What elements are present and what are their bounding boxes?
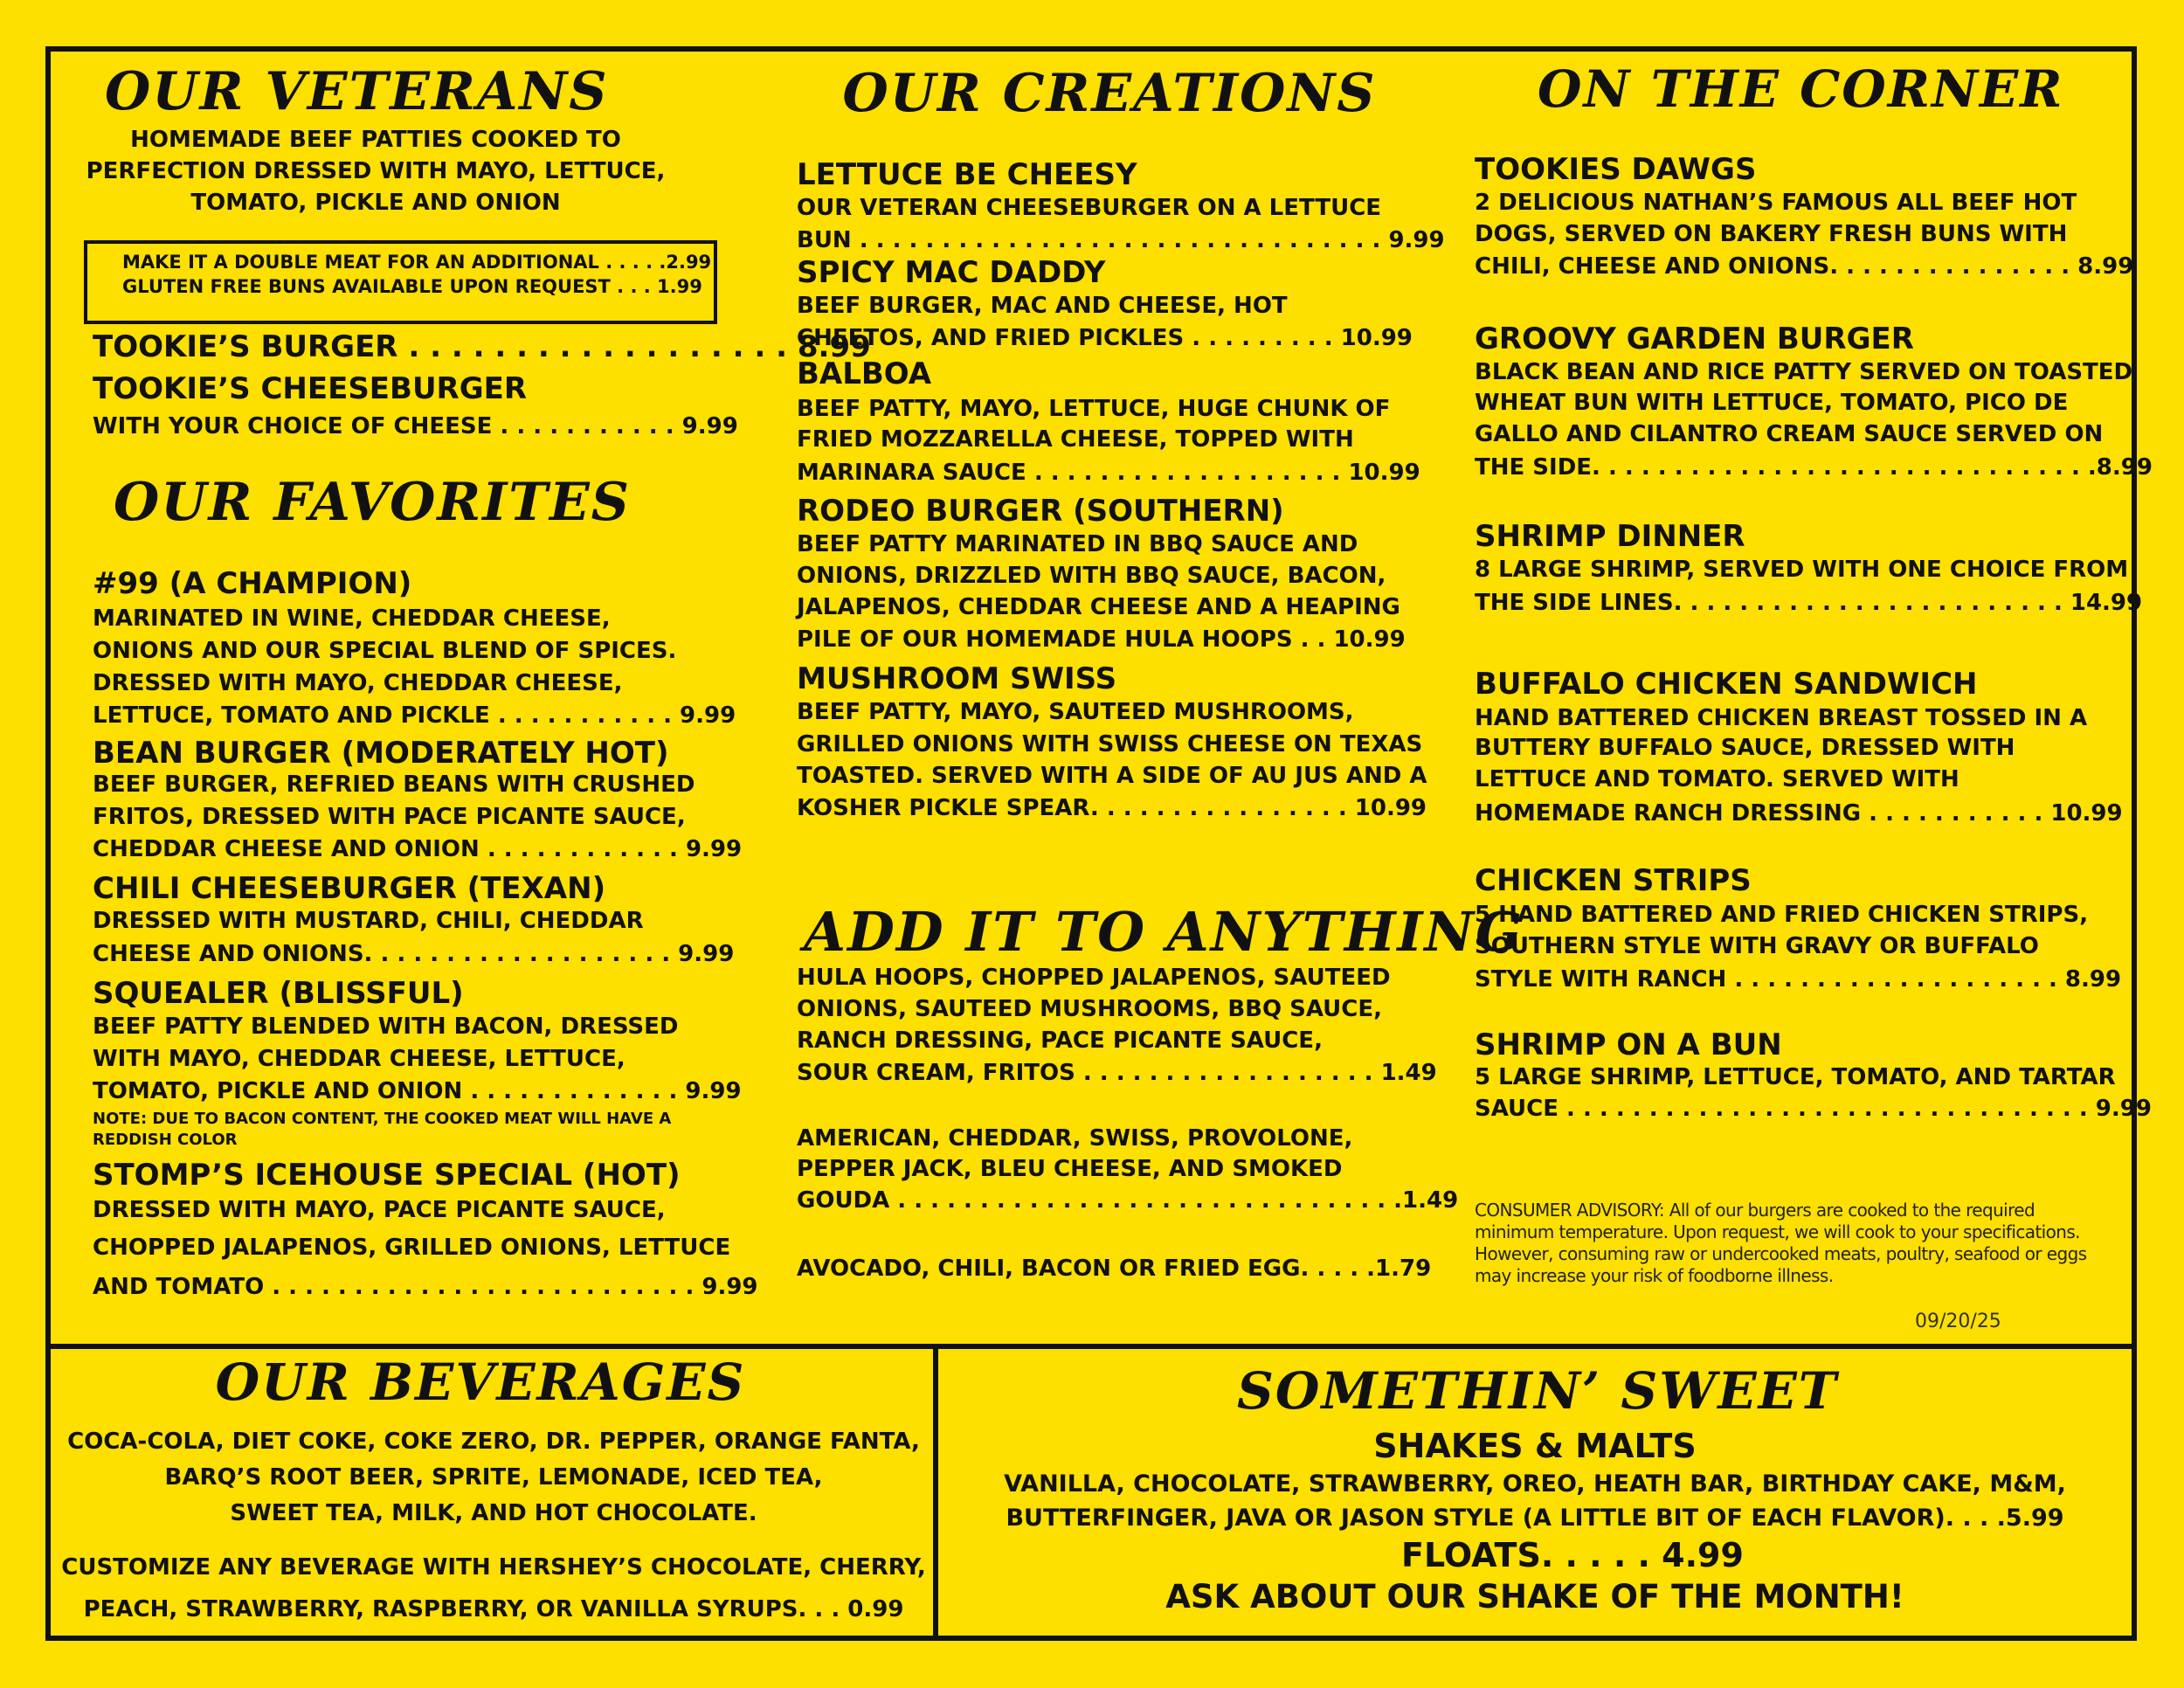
creations-title: OUR CREATIONS [842, 63, 1377, 124]
addons-group1-4: SOUR CREAM, FRITOS . . . . . . . . . . . . . . . . . . 1.49 [797, 1060, 1437, 1086]
spicy-mac-daddy-name: SPICY MAC DADDY [797, 255, 1106, 290]
tookies-cheeseburger-line: WITH YOUR CHOICE OF CHEESE . . . . . . . . . . . 9.99 [93, 413, 738, 439]
groovy-garden-name: GROOVY GARDEN BURGER [1475, 322, 1914, 356]
shrimp-on-bun-name: SHRIMP ON A BUN [1475, 1027, 1782, 1062]
spicy-desc-1: BEEF BURGER, MAC AND CHEESE, HOT [797, 293, 1288, 319]
squealer-note-2: REDDISH COLOR [93, 1131, 238, 1149]
champion-desc-2: ONIONS AND OUR SPECIAL BLEND OF SPICES. [93, 638, 677, 664]
addons-group1-3: RANCH DRESSING, PACE PICANTE SAUCE, [797, 1027, 1323, 1054]
veterans-desc-3: TOMATO, PICKLE AND ONION [190, 190, 561, 216]
squealer-desc-2: WITH MAYO, CHEDDAR CHEESE, LETTUCE, [93, 1046, 625, 1072]
spicy-desc-2: CHEETOS, AND FRIED PICKLES . . . . . . . . . 10.99 [797, 325, 1413, 351]
sweet-title: SOMETHIN’ SWEET [1237, 1361, 1838, 1421]
bun-desc-2: SAUCE . . . . . . . . . . . . . . . . . . . . . . . . . . . . . . . . 9.99 [1475, 1096, 2152, 1122]
stomp-name: STOMP’S ICEHOUSE SPECIAL (HOT) [93, 1158, 681, 1193]
mushroom-swiss-name: MUSHROOM SWISS [797, 661, 1117, 696]
rodeo-desc-1: BEEF PATTY MARINATED IN BBQ SAUCE AND [797, 531, 1358, 557]
tookies-dawgs-name: TOOKIES DAWGS [1475, 152, 1757, 187]
chicken-strips-name: CHICKEN STRIPS [1475, 863, 1752, 898]
double-meat-note: MAKE IT A DOUBLE MEAT FOR AN ADDITIONAL . . . . .2.99 [122, 252, 712, 273]
menu-date: 09/20/25 [1915, 1311, 2001, 1332]
bean-desc-1: BEEF BURGER, REFRIED BEANS WITH CRUSHED [93, 771, 695, 798]
shrimp-desc-2: THE SIDE LINES. . . . . . . . . . . . . . . . . . . . . . . . 14.99 [1475, 590, 2143, 616]
mush-desc-3: TOASTED. SERVED WITH A SIDE OF AU JUS AND A [797, 763, 1427, 789]
strips-desc-1: 5 HAND BATTERED AND FRIED CHICKEN STRIPS, [1475, 902, 2089, 928]
balboa-desc-2: FRIED MOZZARELLA CHEESE, TOPPED WITH [797, 426, 1354, 453]
stomp-desc-3: AND TOMATO . . . . . . . . . . . . . . . . . . . . . . . . . . 9.99 [93, 1274, 758, 1300]
mush-desc-4: KOSHER PICKLE SPEAR. . . . . . . . . . . . . . . . 10.99 [797, 795, 1427, 821]
shakes-desc-1: VANILLA, CHOCOLATE, STRAWBERRY, OREO, HEATH BAR, BIRTHDAY CAKE, M&M, [1004, 1470, 2066, 1498]
bean-desc-2: FRITOS, DRESSED WITH PACE PICANTE SAUCE, [93, 804, 686, 830]
balboa-name: BALBOA [797, 356, 932, 391]
beverages-custom-1: CUSTOMIZE ANY BEVERAGE WITH HERSHEY’S CHOCOLATE, CHERRY, [61, 1554, 926, 1581]
addons-group2-3: GOUDA . . . . . . . . . . . . . . . . . . . . . . . . . . . . . . .1.49 [797, 1187, 1459, 1214]
floats-line: FLOATS. . . . . 4.99 [1401, 1536, 1744, 1574]
lettuce-desc-2: BUN . . . . . . . . . . . . . . . . . . . . . . . . . . . . . . . . 9.99 [797, 227, 1445, 253]
bun-desc-1: 5 LARGE SHRIMP, LETTUCE, TOMATO, AND TARTAR [1475, 1064, 2116, 1090]
tookies-burger: TOOKIE’S BURGER . . . . . . . . . . . . . . . . . . 8.99 [93, 329, 871, 364]
beverages-list-3: SWEET TEA, MILK, AND HOT CHOCOLATE. [230, 1500, 757, 1526]
rodeo-desc-4: PILE OF OUR HOMEMADE HULA HOOPS . . 10.99 [797, 626, 1406, 653]
strips-desc-2: SOUTHERN STYLE WITH GRAVY OR BUFFALO [1475, 933, 2039, 959]
buffalo-chicken-name: BUFFALO CHICKEN SANDWICH [1475, 667, 1978, 702]
addons-group2-2: PEPPER JACK, BLEU CHEESE, AND SMOKED [797, 1156, 1343, 1182]
beverages-custom-2: PEACH, STRAWBERRY, RASPBERRY, OR VANILLA SYRUPS. . . 0.99 [83, 1596, 904, 1622]
bean-burger-name: BEAN BURGER (MODERATELY HOT) [93, 736, 669, 771]
squealer-name: SQUEALER (BLISSFUL) [93, 976, 464, 1011]
shakes-title: SHAKES & MALTS [1373, 1427, 1697, 1465]
addons-group2-1: AMERICAN, CHEDDAR, SWISS, PROVOLONE, [797, 1125, 1353, 1152]
veterans-desc-1: HOMEMADE BEEF PATTIES COOKED TO [130, 127, 621, 153]
champion-desc-3: DRESSED WITH MAYO, CHEDDAR CHEESE, [93, 670, 623, 696]
balboa-desc-1: BEEF PATTY, MAYO, LETTUCE, HUGE CHUNK OF [797, 396, 1391, 422]
mush-desc-1: BEEF PATTY, MAYO, SAUTEED MUSHROOMS, [797, 699, 1354, 725]
buffalo-desc-4: HOMEMADE RANCH DRESSING . . . . . . . . . . . 10.99 [1475, 800, 2123, 827]
bean-desc-3: CHEDDAR CHEESE AND ONION . . . . . . . . . . . . 9.99 [93, 836, 743, 862]
groovy-desc-4: THE SIDE. . . . . . . . . . . . . . . . . . . . . . . . . . . . . . .8.99 [1475, 454, 2153, 481]
shake-of-month: ASK ABOUT OUR SHAKE OF THE MONTH! [1165, 1578, 1904, 1615]
groovy-desc-1: BLACK BEAN AND RICE PATTY SERVED ON TOASTED [1475, 359, 2133, 385]
corner-title: ON THE CORNER [1538, 59, 2064, 119]
addons-group3: AVOCADO, CHILI, BACON OR FRIED EGG. . . . .1.79 [797, 1256, 1432, 1282]
rodeo-desc-3: JALAPENOS, CHEDDAR CHEESE AND A HEAPING [797, 594, 1400, 620]
buffalo-desc-1: HAND BATTERED CHICKEN BREAST TOSSED IN A [1475, 705, 2088, 731]
chili-desc-1: DRESSED WITH MUSTARD, CHILI, CHEDDAR [93, 908, 644, 934]
beverages-title: OUR BEVERAGES [215, 1352, 746, 1412]
dawgs-desc-2: DOGS, SERVED ON BAKERY FRESH BUNS WITH [1475, 221, 2068, 247]
tookies-cheeseburger-name: TOOKIE’S CHEESEBURGER [93, 371, 528, 406]
beverages-list-2: BARQ’S ROOT BEER, SPRITE, LEMONADE, ICED TEA, [164, 1464, 823, 1491]
shrimp-dinner-name: SHRIMP DINNER [1475, 519, 1745, 554]
addons-group1-2: ONIONS, SAUTEED MUSHROOMS, BBQ SAUCE, [797, 996, 1382, 1022]
beverages-list-1: COCA-COLA, DIET COKE, COKE ZERO, DR. PEPPER, ORANGE FANTA, [67, 1429, 920, 1455]
squealer-desc-3: TOMATO, PICKLE AND ONION . . . . . . . . . . . . . 9.99 [93, 1078, 742, 1104]
veterans-title: OUR VETERANS [105, 61, 609, 122]
lettuce-desc-1: OUR VETERAN CHEESEBURGER ON A LETTUCE [797, 195, 1382, 221]
groovy-desc-2: WHEAT BUN WITH LETTUCE, TOMATO, PICO DE [1475, 390, 2069, 416]
champion-desc-4: LETTUCE, TOMATO AND PICKLE . . . . . . . . . . . 9.99 [93, 702, 736, 729]
dawgs-desc-1: 2 DELICIOUS NATHAN’S FAMOUS ALL BEEF HOT [1475, 190, 2077, 216]
chili-cheeseburger-name: CHILI CHEESEBURGER (TEXAN) [93, 871, 606, 906]
shakes-desc-2: BUTTERFINGER, JAVA OR JASON STYLE (A LITTLE BIT OF EACH FLAVOR). . . .5.99 [1006, 1505, 2064, 1532]
rodeo-desc-2: ONIONS, DRIZZLED WITH BBQ SAUCE, BACON, [797, 563, 1386, 589]
champion-desc-1: MARINATED IN WINE, CHEDDAR CHEESE, [93, 605, 611, 632]
squealer-note-1: NOTE: DUE TO BACON CONTENT, THE COOKED MEAT WILL HAVE A [93, 1110, 672, 1128]
addons-group1-1: HULA HOOPS, CHOPPED JALAPENOS, SAUTEED [797, 965, 1391, 991]
buffalo-desc-2: BUTTERY BUFFALO SAUCE, DRESSED WITH [1475, 735, 2015, 761]
chili-desc-2: CHEESE AND ONIONS. . . . . . . . . . . . . . . . . . . 9.99 [93, 941, 735, 967]
buffalo-desc-3: LETTUCE AND TOMATO. SERVED WITH [1475, 766, 1959, 792]
balboa-desc-3: MARINARA SAUCE . . . . . . . . . . . . . . . . . . . 10.99 [797, 460, 1420, 486]
mush-desc-2: GRILLED ONIONS WITH SWISS CHEESE ON TEXAS [797, 731, 1423, 758]
shrimp-desc-1: 8 LARGE SHRIMP, SERVED WITH ONE CHOICE FROM [1475, 557, 2129, 583]
strips-desc-3: STYLE WITH RANCH . . . . . . . . . . . . . . . . . . . . 8.99 [1475, 966, 2122, 993]
stomp-desc-2: CHOPPED JALAPENOS, GRILLED ONIONS, LETTUCE [93, 1235, 731, 1261]
groovy-desc-3: GALLO AND CILANTRO CREAM SAUCE SERVED ON [1475, 421, 2104, 447]
dawgs-desc-3: CHILI, CHEESE AND ONIONS. . . . . . . . . . . . . . . 8.99 [1475, 253, 2134, 280]
stomp-desc-1: DRESSED WITH MAYO, PACE PICANTE SAUCE, [93, 1197, 666, 1223]
champion-name: #99 (A CHAMPION) [93, 566, 412, 601]
addons-title: ADD IT TO ANYTHING [804, 900, 1524, 964]
gluten-free-note: GLUTEN FREE BUNS AVAILABLE UPON REQUEST . . . 1.99 [122, 276, 702, 297]
consumer-advisory: CONSUMER ADVISORY: All of our burgers are cooked to the required minimum temperature. Upon request, we will cook to your specifications. However, consuming raw or undercooked meats, poultry, seafood or eggs may increase your risk of foodborne illness. [1475, 1200, 2087, 1286]
rodeo-burger-name: RODEO BURGER (SOUTHERN) [797, 494, 1284, 529]
squealer-desc-1: BEEF PATTY BLENDED WITH BACON, DRESSED [93, 1013, 679, 1040]
lettuce-be-cheesy-name: LETTUCE BE CHEESY [797, 157, 1137, 192]
favorites-title: OUR FAVORITES [114, 472, 632, 533]
veterans-desc-2: PERFECTION DRESSED WITH MAYO, LETTUCE, [86, 158, 666, 184]
